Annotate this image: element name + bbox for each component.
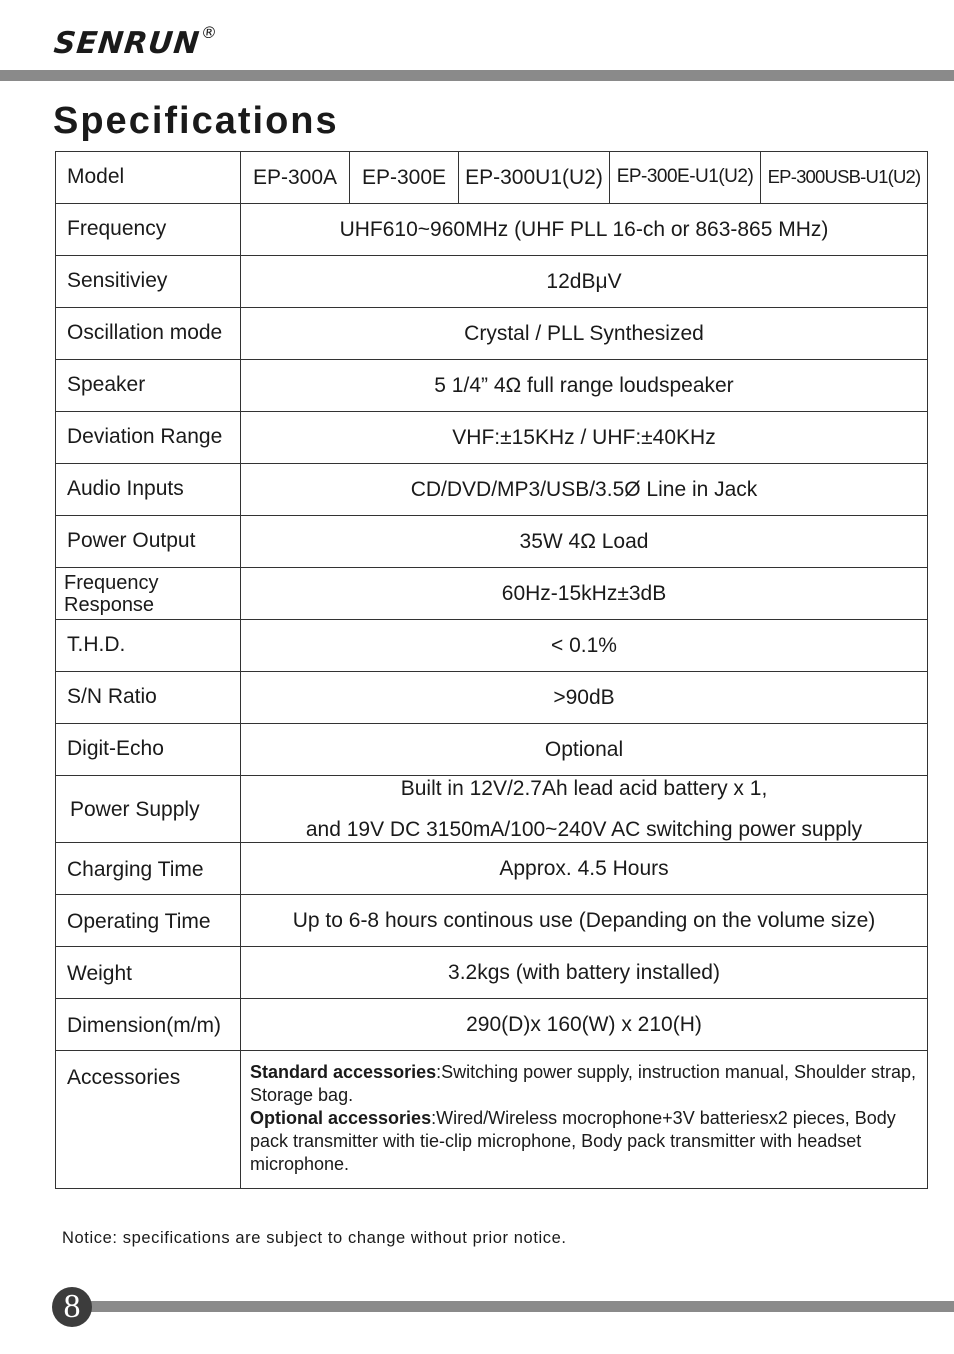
- table-row-power-supply: [56, 776, 928, 843]
- registered-mark: ®: [199, 23, 219, 42]
- row-value: CD/DVD/MP3/USB/3.5Ø Line in Jack: [241, 464, 928, 516]
- table-row: [56, 672, 928, 724]
- table-row: [56, 843, 928, 895]
- table-row: [56, 568, 928, 620]
- brand-name: SENRUN: [52, 26, 202, 61]
- row-label: Power Output: [56, 516, 241, 568]
- row-value: 5 1/4” 4Ω full range loudspeaker: [241, 360, 928, 412]
- row-label: Audio Inputs: [56, 464, 241, 516]
- table-row: [56, 204, 928, 256]
- table-row: [56, 999, 928, 1051]
- row-value: 12dBμV: [241, 256, 928, 308]
- row-value: [241, 776, 928, 843]
- row-label: Power Supply: [56, 776, 241, 843]
- row-label: S/N Ratio: [56, 672, 241, 724]
- page-title: Specifications: [53, 100, 339, 142]
- row-label: Operating Time: [56, 895, 241, 947]
- table-row: [56, 412, 928, 464]
- row-value: 35W 4Ω Load: [241, 516, 928, 568]
- model-cell: EP-300U1(U2): [459, 152, 610, 204]
- table-row: [56, 256, 928, 308]
- table-row: [56, 360, 928, 412]
- power-supply-line-2: and 19V DC 3150mA/100~240V AC switching power supply: [305, 818, 863, 842]
- brand-logo: [52, 23, 219, 61]
- specifications-table: [55, 151, 928, 1189]
- table-row: [56, 947, 928, 999]
- table-row-model: [56, 152, 928, 204]
- row-label: Sensitiviey: [56, 256, 241, 308]
- row-label: Model: [56, 152, 241, 204]
- row-value: 290(D)x 160(W) x 210(H): [241, 999, 928, 1051]
- row-label: T.H.D.: [56, 620, 241, 672]
- model-cell: EP-300USB-U1(U2): [761, 152, 928, 204]
- header-rule: [0, 70, 954, 81]
- row-value: < 0.1%: [241, 620, 928, 672]
- notice-text: Notice: specifications are subject to change without prior notice.: [62, 1229, 567, 1247]
- row-value: Approx. 4.5 Hours: [241, 843, 928, 895]
- standard-accessories-heading: Standard accessories: [250, 1062, 437, 1083]
- row-value: 3.2kgs (with battery installed): [241, 947, 928, 999]
- row-value: 60Hz-15kHz±3dB: [241, 568, 928, 620]
- table-row: [56, 516, 928, 568]
- row-label: Oscillation mode: [56, 308, 241, 360]
- table-row: [56, 464, 928, 516]
- optional-accessories-heading: Optional accessories: [250, 1108, 432, 1129]
- row-value: VHF:±15KHz / UHF:±40KHz: [241, 412, 928, 464]
- accessories-text: [241, 1051, 928, 1188]
- row-label: Accessories: [56, 1051, 241, 1188]
- footer-rule: [70, 1301, 954, 1312]
- row-value: Optional: [241, 724, 928, 776]
- table-row: [56, 308, 928, 360]
- model-cell: EP-300E-U1(U2): [610, 152, 761, 204]
- row-value: >90dB: [241, 672, 928, 724]
- row-value: Up to 6-8 hours continous use (Depanding on the volume size): [241, 895, 928, 947]
- table-row-accessories: [56, 1051, 928, 1188]
- row-value: Crystal / PLL Synthesized: [241, 308, 928, 360]
- power-supply-line-1: Built in 12V/2.7Ah lead acid battery x 1,: [400, 777, 768, 800]
- standard-accessories-text: :Switching power supply, instruction manual, Shoulder strap, Storage bag.: [250, 1062, 917, 1106]
- table-row: [56, 724, 928, 776]
- row-label: Frequency Response: [56, 568, 241, 620]
- row-value: UHF610~960MHz (UHF PLL 16-ch or 863-865 MHz): [241, 204, 928, 256]
- row-label: Weight: [56, 947, 241, 999]
- row-label: Frequency: [56, 204, 241, 256]
- row-label: Charging Time: [56, 843, 241, 895]
- table-row: [56, 895, 928, 947]
- row-label: Dimension(m/m): [56, 999, 241, 1051]
- row-label: Speaker: [56, 360, 241, 412]
- row-label: Deviation Range: [56, 412, 241, 464]
- model-cell: EP-300A: [241, 152, 350, 204]
- table-row: [56, 620, 928, 672]
- page-number: 8: [52, 1287, 92, 1327]
- optional-accessories-text: :Wired/Wireless mocrophone+3V batteriesx2 pieces, Body pack transmitter with tie-clip microphone, Body pack transmitter with headset microphone.: [250, 1108, 896, 1174]
- row-label: Digit-Echo: [56, 724, 241, 776]
- model-cell: EP-300E: [350, 152, 459, 204]
